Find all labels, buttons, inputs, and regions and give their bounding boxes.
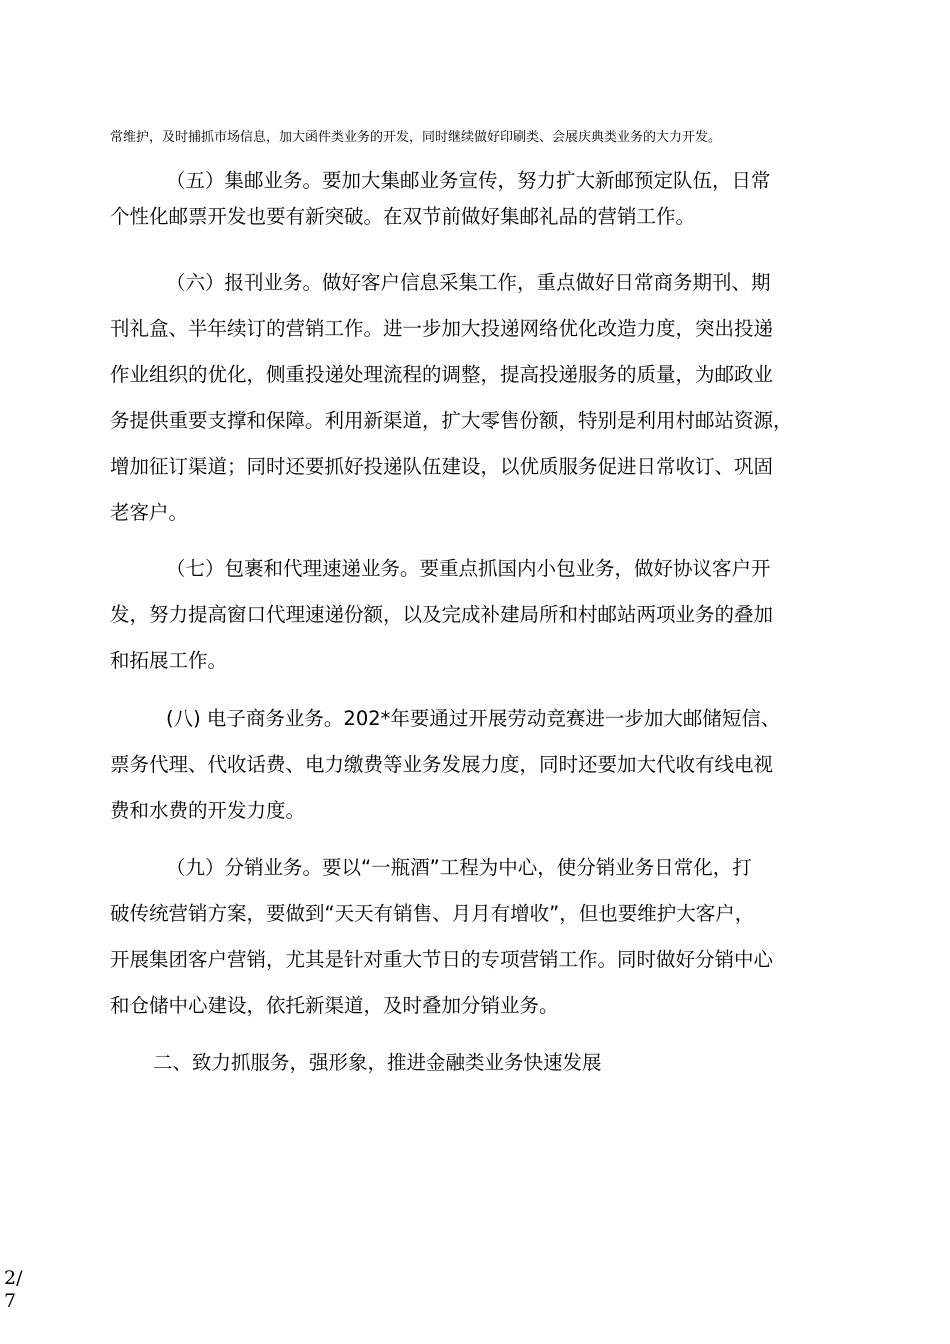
paragraph-newspapers [110, 265, 850, 531]
paragraph-line: （七）包裹和代理速递业务。要重点抓国内小包业务，做好协议客户开 [166, 557, 771, 580]
paragraph-line: （六）报刊业务。做好客户信息采集工作，重点做好日常商务期刊、期 [166, 271, 771, 294]
paragraph-line: （五）集邮业务。要加大集邮业务宣传，努力扩大新邮预定队伍，日常 [166, 169, 771, 192]
paragraph-line: 开展集团客户营销，尤其是针对重大节日的专项营销工作。同时做好分销中心 [110, 948, 774, 971]
paragraph-line: 费和水费的开发力度。 [110, 799, 306, 822]
paragraph-distribution [110, 850, 850, 1024]
paragraph-line: 和拓展工作。 [110, 649, 228, 672]
paragraph-line: 发，努力提高窗口代理速递份额，以及完成补建局所和村邮站两项业务的叠加 [110, 603, 774, 626]
paragraph-line: 增加征订渠道；同时还要抓好投递队伍建设，以优质服务促进日常收订、巩固 [110, 455, 774, 478]
page-number: 2/7 [4, 1267, 23, 1312]
paragraph-philately [110, 163, 850, 235]
paragraph-line: 老客户。 [110, 501, 189, 524]
paragraph-line: 破传统营销方案，要做到“天天有销售、月月有增收”，但也要维护大客户， [110, 902, 755, 925]
section-heading: 二、致力抓服务，强形象，推进金融类业务快速发展 [153, 1051, 602, 1074]
continued-text-line: 常维护，及时捕抓市场信息，加大函件类业务的开发，同时继续做好印刷类、会展庆典类业务的大力开发。 [110, 130, 722, 145]
paragraph-line: 刊礼盒、半年续订的营销工作。进一步加大投递网络优化改造力度，突出投递 [110, 317, 774, 340]
paragraph-line: (八) 电子商务业务。202*年要通过开展劳动竞赛进一步加大邮储短信、 [166, 707, 781, 730]
paragraph-line: （九）分销业务。要以“一瓶酒”工程为中心，使分销业务日常化，打 [166, 856, 752, 879]
paragraph-line: 个性化邮票开发也要有新突破。在双节前做好集邮礼品的营销工作。 [110, 205, 696, 228]
paragraph-line: 务提供重要支撑和保障。利用新渠道，扩大零售份额，特别是利用村邮站资源， [110, 409, 793, 432]
paragraph-ecommerce [110, 701, 850, 829]
paragraph-parcels [110, 551, 850, 679]
paragraph-line: 票务代理、代收话费、电力缴费等业务发展力度，同时还要加大代收有线电视 [110, 753, 774, 776]
paragraph-line: 作业组织的优化，侧重投递处理流程的调整，提高投递服务的质量，为邮政业 [110, 363, 774, 386]
paragraph-line: 和仓储中心建设，依托新渠道，及时叠加分销业务。 [110, 994, 559, 1017]
